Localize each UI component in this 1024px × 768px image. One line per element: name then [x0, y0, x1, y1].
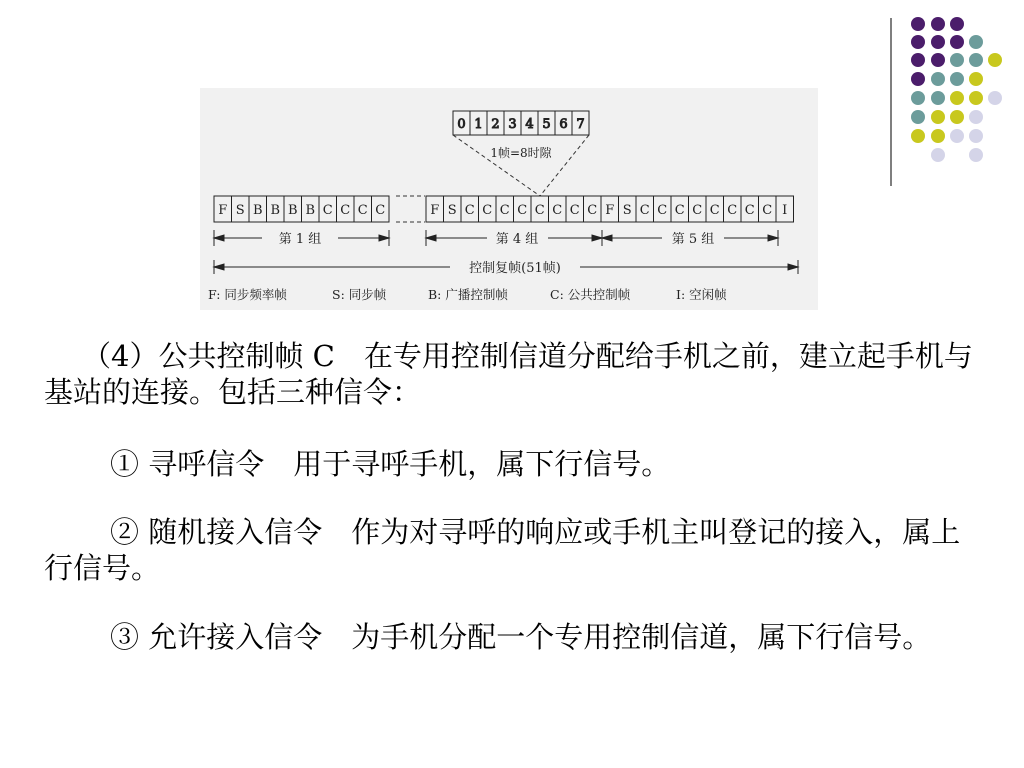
dot	[931, 35, 945, 49]
frame-cell: S	[622, 203, 632, 218]
dot	[931, 53, 945, 67]
frame-cell: C	[357, 203, 368, 218]
dot	[969, 148, 983, 162]
frame-row	[214, 196, 794, 222]
frame-cell: C	[534, 203, 545, 218]
frame-cell: C	[482, 203, 493, 218]
multiframe-diagram	[200, 88, 818, 310]
frame-cell: C	[569, 203, 580, 218]
dot	[931, 17, 945, 31]
legend-item: C: 公共控制帧	[550, 287, 631, 302]
frame-cell: C	[340, 203, 351, 218]
frame-cell: B	[270, 203, 281, 218]
frame-cell: B	[305, 203, 316, 218]
frame-cell: B	[252, 203, 263, 218]
frame-cell: C	[639, 203, 650, 218]
frame-cell: F	[218, 203, 228, 218]
control-multiframe-figure	[200, 88, 818, 310]
dot	[950, 17, 964, 31]
multiframe-label: 控制复帧(51帧)	[469, 261, 561, 276]
dot	[931, 110, 945, 124]
slot-number: 3	[508, 117, 517, 132]
legend-item: S: 同步帧	[332, 287, 387, 302]
frame-cell: C	[552, 203, 563, 218]
legend-item: I: 空闲帧	[676, 287, 727, 302]
dot	[950, 53, 964, 67]
dot	[931, 148, 945, 162]
slot-number: 2	[491, 117, 500, 132]
slot-number: 5	[542, 117, 551, 132]
dot	[969, 35, 983, 49]
dot	[950, 91, 964, 105]
dot	[969, 110, 983, 124]
frame-cell: C	[464, 203, 475, 218]
dot	[931, 129, 945, 143]
frame-cell: S	[447, 203, 457, 218]
slot-number: 1	[474, 117, 483, 132]
funnel-lines	[453, 135, 589, 196]
dot	[950, 72, 964, 86]
dot	[911, 53, 925, 67]
dot	[911, 91, 925, 105]
frame-label: 1帧=8时隙	[490, 146, 552, 160]
frame-cell: C	[499, 203, 510, 218]
dot	[988, 53, 1002, 67]
paragraph-paging	[44, 446, 984, 482]
paragraph-text: ① 寻呼信令 用于寻呼手机，属下行信号。	[110, 447, 671, 481]
dot	[911, 17, 925, 31]
slot-box	[453, 111, 589, 135]
legend-item: F: 同步频率帧	[208, 287, 287, 302]
dot	[969, 53, 983, 67]
dot	[988, 91, 1002, 105]
frame-cell: C	[762, 203, 773, 218]
dot	[911, 35, 925, 49]
dot	[931, 72, 945, 86]
group1-label: 第 1 组	[278, 232, 322, 247]
paragraph-text: ③ 允许接入信令 为手机分配一个专用控制信道，属下行信号。	[110, 620, 932, 654]
dot	[911, 129, 925, 143]
frame-cell: C	[727, 203, 738, 218]
legend-item: B: 广播控制帧	[428, 287, 508, 302]
dot	[911, 72, 925, 86]
dot	[911, 110, 925, 124]
paragraph-random-access	[44, 514, 984, 586]
dot	[931, 91, 945, 105]
slot-number: 6	[559, 117, 568, 132]
frame-cell: I	[782, 203, 788, 218]
frame-cell: C	[744, 203, 755, 218]
frame-cell: S	[235, 203, 245, 218]
paragraph-access-grant	[44, 619, 984, 655]
dot	[969, 129, 983, 143]
dot-grid	[911, 17, 1002, 162]
slot-number: 0	[457, 117, 466, 132]
dot	[969, 91, 983, 105]
slot-number: 4	[525, 117, 534, 132]
group5-label: 第 5 组	[671, 232, 715, 247]
frame-cell: F	[605, 203, 615, 218]
paragraph-text: ② 随机接入信令 作为对寻呼的响应或手机主叫登记的接入，属上行信号。	[44, 515, 961, 585]
frame-cell: B	[287, 203, 298, 218]
slot-number: 7	[576, 117, 585, 132]
gap-dashes	[396, 196, 425, 222]
frame-cell: C	[709, 203, 720, 218]
frame-cell: C	[322, 203, 333, 218]
paragraph-text: （4）公共控制帧 C 在专用控制信道分配给手机之前，建立起手机与基站的连接。包括三种信令：	[44, 339, 973, 409]
frame-cell: C	[657, 203, 668, 218]
frame-cell: C	[375, 203, 386, 218]
frame-cell: F	[430, 203, 440, 218]
dot	[969, 72, 983, 86]
frame-cell: C	[587, 203, 598, 218]
frame-cell: C	[674, 203, 685, 218]
group4-label: 第 4 组	[495, 232, 539, 247]
frame-cell: C	[692, 203, 703, 218]
frame-cell: C	[517, 203, 528, 218]
dot	[950, 110, 964, 124]
dot	[950, 129, 964, 143]
paragraph-common-control-frame	[44, 338, 984, 410]
dot	[950, 35, 964, 49]
